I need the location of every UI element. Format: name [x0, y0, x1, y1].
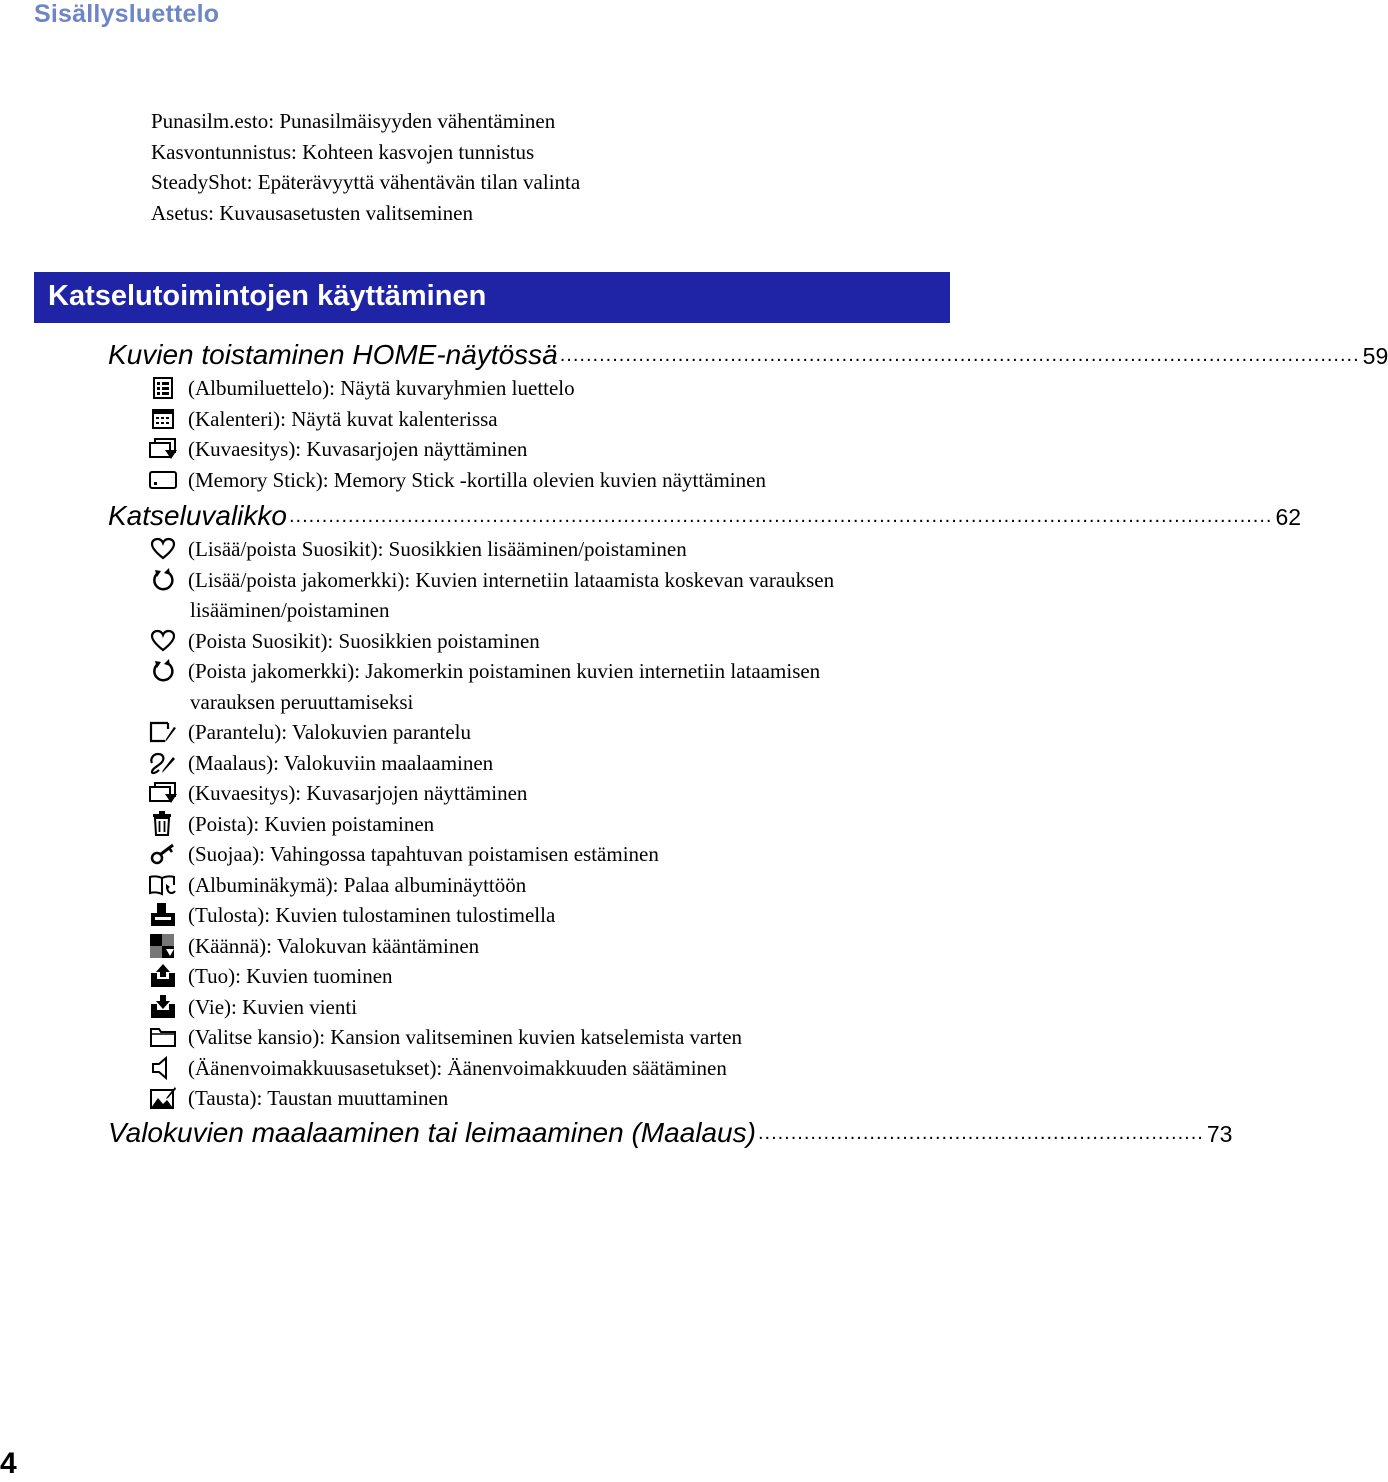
toc-item-text: (Albumiluettelo): Näytä kuvaryhmien luettelo: [188, 376, 575, 400]
speaker-icon: [148, 1055, 178, 1081]
toc-item-text: (Poista jakomerkki): Jakomerkin poistaminen kuvien internetiin lataamisen: [188, 659, 821, 683]
toc-heading-title: Valokuvien maalaaminen tai leimaaminen (Maalaus): [108, 1117, 756, 1148]
toc-item-text: (Albuminäkymä): Palaa albuminäyttöön: [188, 872, 527, 897]
toc-item-text: (Memory Stick): Memory Stick -kortilla olevien kuvien näyttäminen: [188, 467, 766, 492]
toc-page-number: 73: [1206, 1121, 1233, 1147]
section-title: Katselutoimintojen käyttäminen: [48, 280, 487, 312]
toc-item-text: (Kuvaesitys): Kuvasarjojen näyttäminen: [188, 781, 528, 805]
heart-icon: [148, 536, 178, 562]
dot-leader: ......................................................................................................................................................: [288, 505, 1273, 527]
export-icon: [148, 994, 178, 1020]
toc-item-text: (Lisää/poista jakomerkki): Kuvien internetiin lataamista koskevan varauksen: [188, 567, 835, 592]
toc-item-text: (Tausta): Taustan muuttaminen: [188, 1086, 449, 1110]
toc-item-text: (Tulosta): Kuvien tulostaminen tulostimella: [188, 903, 556, 927]
toc-heading-title: Kuvien toistaminen HOME-näytössä: [108, 339, 558, 370]
toc-item-text: (Poista Suosikit): Suosikkien poistaminen: [188, 628, 540, 653]
intro-line: Kasvontunnistus: Kohteen kasvojen tunnistus: [151, 139, 535, 164]
upload-mark-icon: [148, 567, 178, 593]
section-banner: [34, 272, 950, 323]
retouch-icon: [148, 719, 178, 745]
intro-line: SteadyShot: Epäterävyyttä vähentävän tilan valinta: [151, 170, 581, 194]
toc-item-text: (Kuvaesitys): Kuvasarjojen näyttäminen: [188, 437, 528, 461]
toc-heading-title: Katseluvalikko: [108, 500, 287, 531]
toc-item-text: (Poista): Kuvien poistaminen: [188, 811, 435, 836]
paint-icon: [148, 750, 178, 776]
toc-item-text: (Vie): Kuvien vienti: [188, 994, 358, 1019]
album-view-icon: [148, 872, 178, 898]
key-icon: [148, 841, 178, 867]
slideshow-icon: [148, 780, 178, 806]
memory-stick-icon: [148, 467, 178, 493]
album-list-icon: [148, 375, 178, 401]
toc-item-text: (Käännä): Valokuvan kääntäminen: [188, 933, 480, 958]
toc-heading-home[interactable]: [108, 337, 1388, 373]
intro-line: Asetus: Kuvausasetusten valitseminen: [151, 200, 473, 225]
dot-leader: ....................................................................: [757, 1122, 1204, 1144]
folder-icon: [148, 1024, 178, 1050]
slideshow-icon: [148, 436, 178, 462]
toc-item-text-continued: varauksen peruuttamiseksi: [190, 689, 414, 714]
toc-heading-view-menu[interactable]: [108, 498, 1302, 534]
trash-icon: [148, 811, 178, 837]
page-number: 4: [0, 1447, 17, 1480]
rotate-icon: [148, 933, 178, 959]
intro-lines: [151, 106, 580, 228]
upload-mark-icon: [148, 658, 178, 684]
toc-item-text: (Äänenvoimakkuusasetukset): Äänenvoimakkuuden säätäminen: [188, 1055, 727, 1080]
toc-item-text: (Suojaa): Vahingossa tapahtuvan poistamisen estäminen: [188, 842, 659, 866]
heart-icon: [148, 628, 178, 654]
toc-heading-paint[interactable]: [108, 1115, 1233, 1151]
toc-page-number: 62: [1275, 504, 1302, 530]
toc-item-text: (Valitse kansio): Kansion valitseminen kuvien katselemista varten: [188, 1025, 743, 1049]
toc-item-text: (Maalaus): Valokuviin maalaaminen: [188, 750, 494, 775]
toc-item-text-continued: lisääminen/poistaminen: [190, 598, 390, 622]
calendar-icon: [148, 406, 178, 432]
print-icon: [148, 902, 178, 928]
toc-item-text: (Parantelu): Valokuvien parantelu: [188, 720, 472, 744]
toc-item-text: (Kalenteri): Näytä kuvat kalenterissa: [188, 406, 498, 431]
intro-line: Punasilm.esto: Punasilmäisyyden vähentäminen: [151, 109, 556, 133]
page-header-title: Sisällysluettelo: [34, 0, 220, 28]
toc-item-text: (Lisää/poista Suosikit): Suosikkien lisääminen/poistaminen: [188, 537, 687, 561]
import-icon: [148, 963, 178, 989]
background-icon: [148, 1085, 178, 1111]
toc-item-text: (Tuo): Kuvien tuominen: [188, 964, 393, 988]
dot-leader: ..........................................................................................................................: [559, 344, 1360, 366]
toc-page-number: 59: [1362, 343, 1388, 369]
